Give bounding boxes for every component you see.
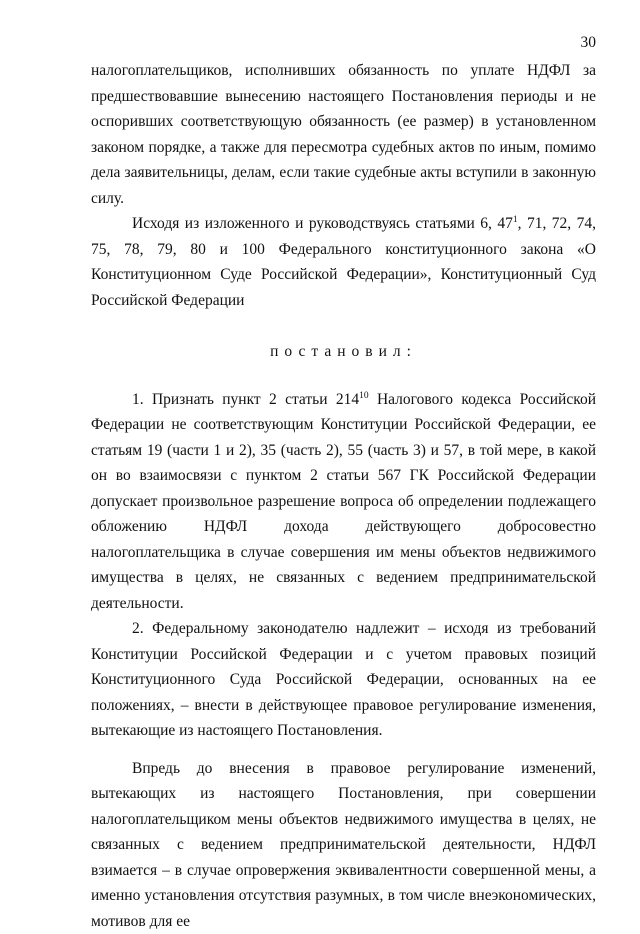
paragraph-item-1-text-a: 1. Признать пункт 2 статьи 214	[132, 391, 359, 408]
superscript-index: 1	[513, 215, 518, 225]
paragraph-item-1	[91, 387, 596, 617]
paragraph-continuation: налогоплательщиков, исполнивших обязанность по уплате НДФЛ за предшествовавшие вынесению настоящего Постановления периоды и не оспоривших соответствующую обязанность (ее размер) в установленном законом порядке, а также для пересмотра судебных актов по иным, помимо дела заявительницы, делам, если такие судебные акты вступили в законную силу.	[91, 58, 596, 211]
superscript-index: 10	[359, 391, 369, 401]
paragraph-item-2: 2. Федеральному законодателю надлежит – исходя из требований Конституции Российской Федерации и с учетом правовых позиций Конституционного Суда Российской Федерации, основанных на ее положениях, – внести в действующее правовое регулирование изменения, вытекающие из настоящего Постановления.	[91, 616, 596, 744]
page-number: 30	[581, 34, 597, 52]
document-body	[91, 58, 596, 934]
decision-heading: постановил:	[91, 339, 596, 365]
paragraph-basis	[91, 211, 596, 313]
paragraph-basis-text-a: Исходя из изложенного и руководствуясь статьями 6, 47	[132, 215, 513, 232]
paragraph-item-1-text-b: Налогового кодекса Российской Федерации не соответствующим Конституции Российской Федерации, ее статьям 19 (части 1 и 2), 35 (часть 2), 55 (часть 3) и 57, в той мере, в какой он во взаимосвязи с пунктом 2 статьи 567 ГК Российской Федерации допускает произвольное разрешение вопроса об определении подлежащего обложению НДФЛ дохода действующего добросовестно налогоплательщика в случае совершения им мены объектов недвижимого имущества в целях, не связанных с ведением предпринимательской деятельности.	[91, 391, 596, 612]
paragraph-basis-text-b: , 71, 72, 74, 75, 78, 79, 80 и 100 Федерального конституционного закона «О Конституционном Суде Российской Федерации», Конституционный Суд Российской Федерации	[91, 215, 596, 309]
paragraph-interim: Впредь до внесения в правовое регулирование изменений, вытекающих из настоящего Постановления, при совершении налогоплательщиком мены объектов недвижимого имущества в целях, не связанных с ведением предпринимательской деятельности, НДФЛ взимается – в случае опровержения эквивалентности совершенной мены, а именно установления отсутствия разумных, в том числе внеэкономических, мотивов для ее	[91, 756, 596, 934]
